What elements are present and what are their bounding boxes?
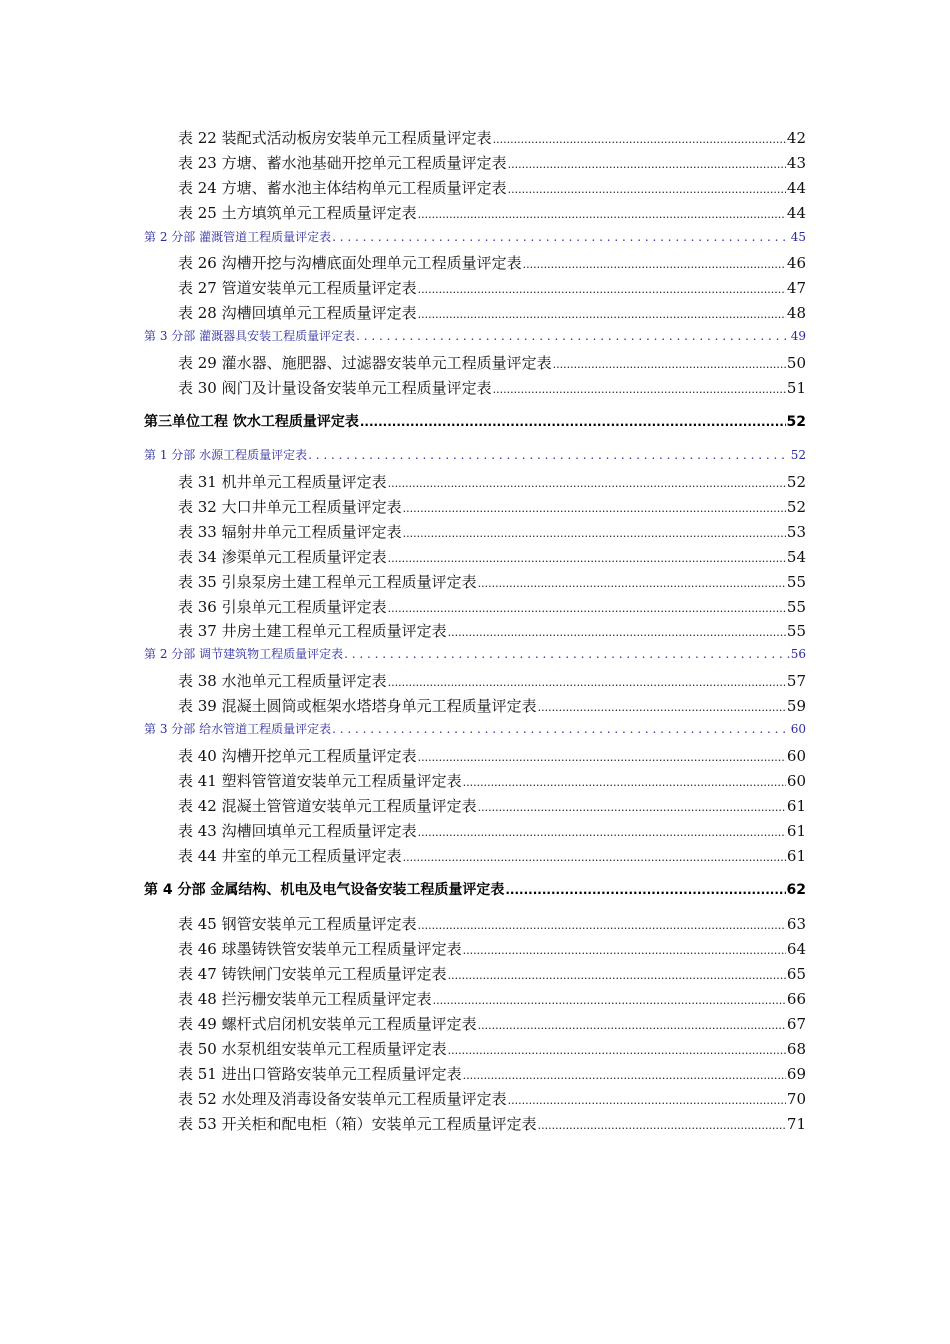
toc-page-number: 65 (786, 965, 806, 983)
toc-page-number: 47 (786, 279, 806, 297)
toc-entry-title: 表 30 阀门及计量设备安装单元工程质量评定表 (178, 379, 492, 397)
toc-entry-title: 表 35 引泉泵房土建工程单元工程质量评定表 (178, 573, 477, 591)
toc-page-number: 64 (786, 940, 806, 958)
toc-entry[interactable] (178, 521, 806, 542)
toc-page-number: 51 (786, 379, 806, 397)
toc-entry[interactable] (178, 596, 806, 617)
toc-entry-title: 第 4 分部 金属结构、机电及电气设备安装工程质量评定表 (144, 882, 505, 898)
dot-leader (418, 279, 786, 297)
toc-entry-title: 表 46 球墨铸铁管安装单元工程质量评定表 (178, 940, 462, 958)
toc-entry-title: 表 47 铸铁闸门安装单元工程质量评定表 (178, 965, 447, 983)
toc-entry[interactable] (178, 745, 806, 766)
toc-entry[interactable] (178, 620, 806, 641)
toc-entry[interactable] (178, 795, 806, 816)
dot-leader (403, 847, 786, 865)
dot-leader (418, 304, 786, 322)
toc-page-number: 69 (786, 1065, 806, 1083)
toc-entry[interactable] (178, 302, 806, 323)
toc-entry-title: 表 49 螺杆式启闭机安装单元工程质量评定表 (178, 1015, 477, 1033)
dot-leader (448, 965, 786, 983)
toc-page-number: 62 (786, 882, 806, 898)
dot-leader (356, 329, 790, 343)
toc-entry[interactable] (178, 963, 806, 984)
dot-leader (388, 473, 786, 491)
toc-entry[interactable] (178, 546, 806, 567)
dot-leader (463, 772, 786, 790)
dot-leader (493, 379, 786, 397)
toc-entry-title: 表 37 井房土建工程单元工程质量评定表 (178, 622, 447, 640)
toc-page-number: 55 (786, 622, 806, 640)
toc-entry-title: 表 24 方塘、蓄水池主体结构单元工程质量评定表 (178, 179, 507, 197)
dot-leader (418, 204, 786, 222)
toc-page-number: 60 (786, 747, 806, 765)
toc-page-number: 66 (786, 990, 806, 1008)
toc-entry-title: 表 43 沟槽回填单元工程质量评定表 (178, 822, 417, 840)
dot-leader (448, 1040, 786, 1058)
toc-entry[interactable] (178, 377, 806, 398)
dot-leader (388, 548, 786, 566)
toc-entry-title: 表 25 土方填筑单元工程质量评定表 (178, 204, 417, 222)
dot-leader (463, 940, 786, 958)
toc-page-number: 52 (786, 473, 806, 491)
toc-entry[interactable] (178, 496, 806, 517)
dot-leader (332, 722, 790, 736)
dot-leader (478, 573, 786, 591)
toc-page-number: 63 (786, 915, 806, 933)
toc-page-number: 44 (786, 204, 806, 222)
toc-entry-title: 表 39 混凝土圆筒或框架水塔塔身单元工程质量评定表 (178, 697, 537, 715)
toc-page-number: 52 (786, 414, 806, 430)
toc-entry[interactable] (178, 938, 806, 959)
toc-page-number: 59 (786, 697, 806, 715)
toc-page-number: 57 (786, 672, 806, 690)
toc-page-number: 52 (790, 448, 806, 462)
toc-entry[interactable] (178, 1013, 806, 1034)
dot-leader (418, 915, 786, 933)
toc-entry[interactable] (178, 1063, 806, 1084)
dot-leader (508, 154, 786, 172)
toc-subsection[interactable] (144, 228, 806, 245)
dot-leader (418, 747, 786, 765)
toc-entry-title: 第 2 分部 调节建筑物工程质量评定表 (144, 647, 344, 661)
dot-leader (508, 1090, 786, 1108)
toc-page-number: 60 (786, 772, 806, 790)
toc-entry-title: 表 48 拦污栅安装单元工程质量评定表 (178, 990, 432, 1008)
toc-entry-title: 表 26 沟槽开挖与沟槽底面处理单元工程质量评定表 (178, 254, 522, 272)
toc-page-number: 52 (786, 498, 806, 516)
toc-entry[interactable] (178, 770, 806, 791)
toc-entry[interactable] (178, 913, 806, 934)
dot-leader (344, 647, 790, 661)
toc-entry-title: 第 3 分部 灌溉器具安装工程质量评定表 (144, 329, 356, 343)
toc-entry-title: 表 23 方塘、蓄水池基础开挖单元工程质量评定表 (178, 154, 507, 172)
dot-leader (523, 254, 786, 272)
toc-entry[interactable] (178, 352, 806, 373)
toc-entry-title: 表 28 沟槽回填单元工程质量评定表 (178, 304, 417, 322)
toc-entry[interactable] (178, 127, 806, 148)
toc-page-number: 53 (786, 523, 806, 541)
toc-page-number: 56 (790, 647, 806, 661)
toc-entry[interactable] (178, 571, 806, 592)
toc-entry-title: 表 40 沟槽开挖单元工程质量评定表 (178, 747, 417, 765)
dot-leader (308, 448, 790, 462)
dot-leader (388, 598, 786, 616)
toc-section-heading[interactable] (144, 411, 806, 431)
dot-leader (448, 622, 786, 640)
dot-leader (418, 822, 786, 840)
toc-entry-title: 表 36 引泉单元工程质量评定表 (178, 598, 387, 616)
toc-entry-title: 表 22 装配式活动板房安装单元工程质量评定表 (178, 129, 492, 147)
dot-leader (478, 1015, 786, 1033)
toc-entry-title: 第三单位工程 饮水工程质量评定表 (144, 414, 359, 430)
dot-leader (463, 1065, 786, 1083)
toc-page-number: 61 (786, 847, 806, 865)
toc-entry[interactable] (178, 1088, 806, 1109)
toc-page-number: 44 (786, 179, 806, 197)
toc-page-number: 68 (786, 1040, 806, 1058)
dot-leader (505, 882, 785, 898)
toc-page-number: 46 (786, 254, 806, 272)
toc-entry-title: 表 52 水处理及消毒设备安装单元工程质量评定表 (178, 1090, 507, 1108)
toc-page-number: 55 (786, 598, 806, 616)
toc-page-number: 71 (786, 1115, 806, 1133)
toc-page-number: 42 (786, 129, 806, 147)
toc-entry-title: 表 44 井室的单元工程质量评定表 (178, 847, 402, 865)
dot-leader (493, 129, 786, 147)
toc-page-number: 45 (790, 230, 806, 244)
dot-leader (360, 414, 786, 430)
toc-entry[interactable] (178, 202, 806, 223)
toc-entry-title: 表 38 水池单元工程质量评定表 (178, 672, 387, 690)
dot-leader (538, 697, 786, 715)
toc-entry[interactable] (178, 695, 806, 716)
toc-section-heading[interactable] (144, 879, 806, 899)
toc-page-number: 43 (786, 154, 806, 172)
toc-subsection[interactable] (144, 645, 806, 662)
toc-page-number: 67 (786, 1015, 806, 1033)
toc-entry-title: 表 45 钢管安装单元工程质量评定表 (178, 915, 417, 933)
toc-entry[interactable] (178, 177, 806, 198)
toc-entry[interactable] (178, 277, 806, 298)
dot-leader (388, 672, 786, 690)
toc-entry[interactable] (178, 988, 806, 1009)
dot-leader (508, 179, 786, 197)
toc-entry-title: 表 32 大口井单元工程质量评定表 (178, 498, 402, 516)
dot-leader (403, 498, 786, 516)
toc-subsection[interactable] (144, 446, 806, 463)
toc-entry-title: 表 41 塑料管管道安装单元工程质量评定表 (178, 772, 462, 790)
toc-entry-title: 表 53 开关柜和配电柜（箱）安装单元工程质量评定表 (178, 1115, 537, 1133)
dot-leader (433, 990, 786, 1008)
toc-entry[interactable] (178, 1038, 806, 1059)
toc-entry-title: 第 1 分部 水源工程质量评定表 (144, 448, 308, 462)
toc-page-number: 61 (786, 797, 806, 815)
toc-entry-title: 表 33 辐射井单元工程质量评定表 (178, 523, 402, 541)
toc-entry-title: 表 29 灌水器、施肥器、过滤器安装单元工程质量评定表 (178, 354, 552, 372)
toc-page-number: 54 (786, 548, 806, 566)
toc-page-number: 48 (786, 304, 806, 322)
toc-entry-title: 表 31 机井单元工程质量评定表 (178, 473, 387, 491)
toc-entry[interactable] (178, 1113, 806, 1134)
toc-entry[interactable] (178, 820, 806, 841)
toc-entry-title: 表 50 水泵机组安装单元工程质量评定表 (178, 1040, 447, 1058)
toc-entry-title: 表 34 渗渠单元工程质量评定表 (178, 548, 387, 566)
toc-entry[interactable] (178, 471, 806, 492)
toc-entry-title: 表 51 进出口管路安装单元工程质量评定表 (178, 1065, 462, 1083)
toc-entry[interactable] (178, 845, 806, 866)
toc-entry-title: 表 27 管道安装单元工程质量评定表 (178, 279, 417, 297)
dot-leader (538, 1115, 786, 1133)
toc-page-number: 61 (786, 822, 806, 840)
dot-leader (403, 523, 786, 541)
toc-entry-title: 第 2 分部 灌溉管道工程质量评定表 (144, 230, 332, 244)
toc-subsection[interactable] (144, 327, 806, 344)
toc-entry[interactable] (178, 152, 806, 173)
dot-leader (553, 354, 786, 372)
toc-page-number: 50 (786, 354, 806, 372)
toc-page-number: 49 (790, 329, 806, 343)
toc-subsection[interactable] (144, 720, 806, 737)
toc-page-number: 55 (786, 573, 806, 591)
toc-page-number: 60 (790, 722, 806, 736)
toc-entry[interactable] (178, 670, 806, 691)
dot-leader (332, 230, 790, 244)
toc-entry-title: 表 42 混凝土管管道安装单元工程质量评定表 (178, 797, 477, 815)
toc-entry-title: 第 3 分部 给水管道工程质量评定表 (144, 722, 332, 736)
toc-entry[interactable] (178, 252, 806, 273)
toc-page-number: 70 (786, 1090, 806, 1108)
dot-leader (478, 797, 786, 815)
